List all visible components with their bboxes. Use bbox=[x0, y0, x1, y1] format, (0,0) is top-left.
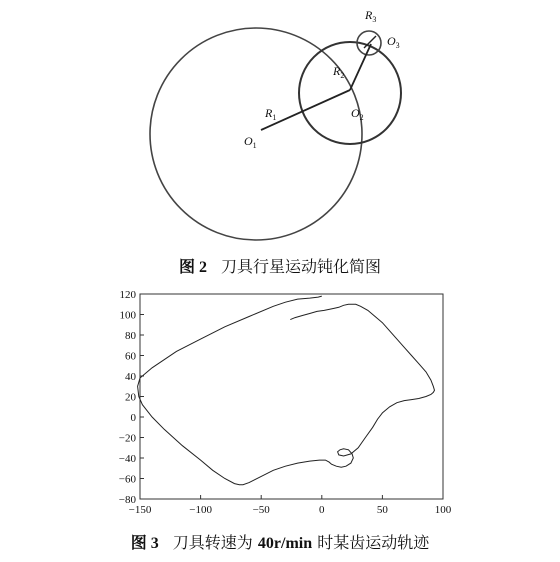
x-tick-label: −50 bbox=[252, 504, 270, 516]
circle-r1 bbox=[150, 28, 362, 240]
y-tick-label: 80 bbox=[125, 330, 136, 342]
label-r2: $R_2$ bbox=[333, 64, 345, 80]
figure3-chart bbox=[0, 280, 560, 520]
y-tick-label: 20 bbox=[125, 391, 136, 404]
label-o3: $O_3$ bbox=[387, 34, 400, 50]
figure3-caption-bold: 40r/min bbox=[257, 535, 313, 552]
x-axis bbox=[129, 495, 452, 516]
x-tick-label: −100 bbox=[189, 504, 212, 516]
figure2-caption bbox=[0, 254, 560, 277]
x-tick-label: −150 bbox=[128, 504, 152, 516]
y-tick-label: 0 bbox=[130, 412, 136, 424]
y-tick-label: 40 bbox=[125, 371, 136, 383]
label-o2: $O_2$ bbox=[351, 106, 364, 122]
label-r3: $R_3$ bbox=[365, 8, 377, 24]
figure3-caption bbox=[0, 530, 560, 553]
trajectory-line bbox=[138, 296, 435, 485]
y-tick-label: −80 bbox=[118, 494, 136, 506]
y-tick-label: 100 bbox=[119, 309, 136, 322]
x-tick-label: 50 bbox=[376, 504, 388, 516]
figure2-diagram bbox=[0, 0, 560, 250]
circle-r2 bbox=[299, 42, 401, 144]
y-tick-label: 60 bbox=[125, 350, 136, 363]
y-tick-label: −40 bbox=[118, 453, 136, 465]
y-tick-label: −60 bbox=[118, 473, 136, 486]
y-tick-label: −20 bbox=[118, 432, 136, 445]
label-o1: $O_1$ bbox=[244, 134, 257, 150]
figure2-caption-number: 图 2 bbox=[178, 259, 207, 276]
x-tick-label: 0 bbox=[319, 504, 325, 516]
label-r1: $R_1$ bbox=[265, 106, 277, 122]
figure3-caption-number: 图 3 bbox=[130, 535, 159, 552]
plot-frame bbox=[140, 294, 443, 499]
radius-r1 bbox=[261, 90, 350, 130]
x-tick-label: 100 bbox=[434, 504, 452, 516]
figure3-caption-text-a: 刀具转速为 bbox=[172, 533, 258, 552]
figure2-caption-text: 刀具行星运动钝化简图 bbox=[221, 257, 382, 276]
y-tick-label: 120 bbox=[119, 289, 136, 301]
figure3-caption-text-b: 时某齿运动轨迹 bbox=[312, 533, 430, 552]
